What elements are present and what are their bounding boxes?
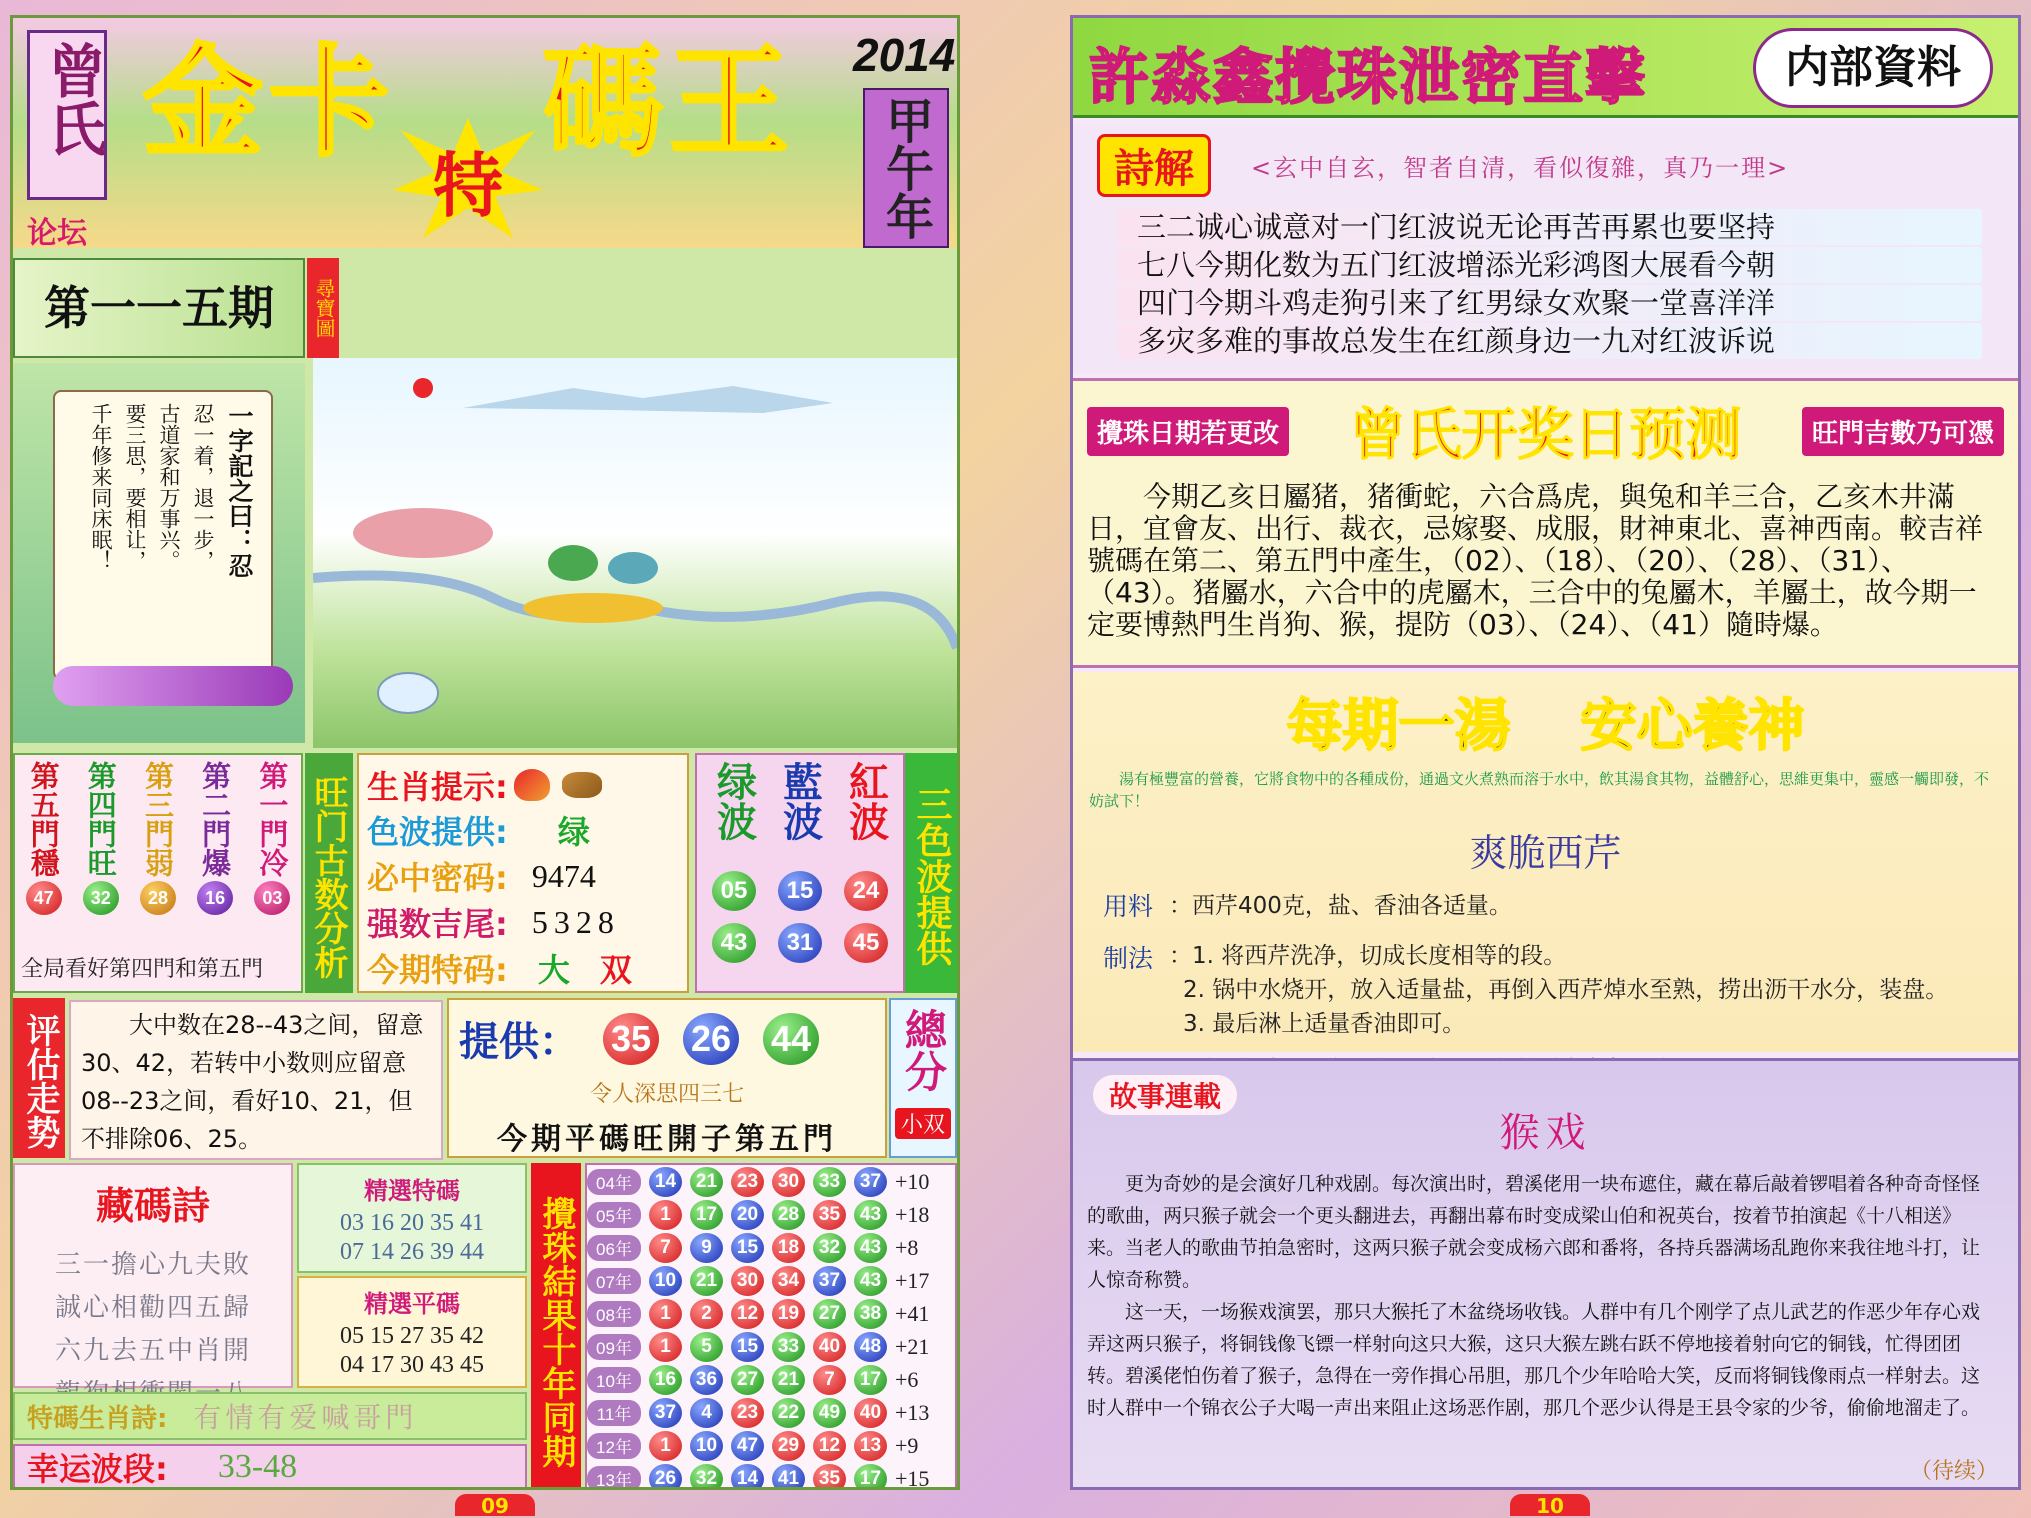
- scroll-line-4: 要三思，要相让，: [123, 403, 147, 571]
- soup-intro: 湯有極豐富的營養，它將食物中的各種成份，通過文火煮熟而溶于水中，飲其湯食其物，益體舒心，思維更集中，靈感一觸即發，不妨試下！: [1089, 770, 1990, 810]
- history-ball: 1: [649, 1332, 682, 1362]
- door-number-1: 03: [254, 881, 290, 915]
- hint-row-zodiac: [367, 763, 687, 807]
- hint-value-color: 绿: [557, 813, 590, 851]
- color-wave-panel: [695, 753, 905, 993]
- history-ball: 7: [649, 1233, 682, 1263]
- soup-title-row: [1073, 672, 2018, 762]
- bird-icon: [548, 545, 598, 581]
- history-ball: 19: [772, 1299, 805, 1329]
- selected-flat-panel: [297, 1276, 527, 1388]
- doors-note: 全局看好第四門和第五門: [21, 957, 264, 982]
- cangma-line-2: 誠心相勸四五歸: [54, 1293, 251, 1323]
- history-ball: 7: [813, 1365, 846, 1395]
- history-ball: 27: [731, 1365, 764, 1395]
- forecast-header: [1073, 381, 2018, 471]
- wave-header-green: 绿波: [710, 761, 757, 841]
- soup-ingredients: ：西芹400克，盐、香油各适量。: [1169, 893, 1512, 919]
- soup-method-label: 制法: [1103, 944, 1154, 973]
- history-year: 06年: [587, 1235, 641, 1261]
- provide-label: 提供：: [459, 1019, 579, 1065]
- history-year: 10年: [587, 1367, 641, 1393]
- door-column-2: [197, 761, 233, 915]
- history-ball: 35: [813, 1464, 846, 1491]
- lotus-leaf-icon: [523, 593, 663, 623]
- story-p1: 更为奇妙的是会演好几种戏剧。每次演出时，碧溪佬用一块布遮住，藏在幕后敲着锣唱着各种奇奇怪怪的歌曲，两只猴子就会一个更头翻进去，再翻出幕布时变成梁山伯和祝英台，按着节拍演起《十八相送》来。当老人的歌曲节拍急密时，这两只猴子就会变成杨六郎和番将，各持兵器满场乱跑你来我往地斗打，让人惊奇称赞。: [1087, 1173, 1981, 1291]
- estimate-title: 评估走势: [13, 998, 65, 1158]
- poem-panel: [1073, 124, 2018, 374]
- history-ball: 4: [690, 1398, 723, 1428]
- door-number-5: 47: [26, 881, 62, 915]
- rock-icon: [353, 508, 493, 558]
- right-title: 許淼鑫攪珠泄密直擊: [1089, 43, 1647, 113]
- history-ball: 12: [813, 1431, 846, 1461]
- hint-row-color: [367, 807, 687, 853]
- history-year: 04年: [587, 1169, 641, 1195]
- internal-badge: [1753, 28, 1993, 108]
- year-name-box: [863, 88, 949, 248]
- soup-steps: [1169, 939, 1948, 1041]
- history-row: [587, 1297, 955, 1330]
- history-special: +18: [895, 1201, 930, 1227]
- poem-label-row: [1073, 124, 2018, 197]
- soup-ingredients-label: 用料: [1103, 892, 1154, 921]
- selected-special-row1: 03 16 20 35 41: [340, 1210, 484, 1236]
- hint-label-code: 必中密码:: [367, 859, 508, 897]
- issue-bar: [13, 258, 305, 358]
- history-ball: 32: [813, 1233, 846, 1263]
- history-ball: 37: [649, 1398, 682, 1428]
- history-ball: 38: [854, 1299, 887, 1329]
- right-page-number: 10: [1510, 1494, 1590, 1516]
- forecast-title: 曾氏开奖日预测: [1349, 403, 1742, 468]
- history-ball: 21: [772, 1365, 805, 1395]
- soup-step-1: ：1. 将西芹洗净，切成长度相等的段。: [1169, 943, 1567, 969]
- total-label: 總分: [899, 1008, 948, 1092]
- history-ball: 16: [649, 1365, 682, 1395]
- history-ball: 23: [731, 1398, 764, 1428]
- history-year: 13年: [587, 1466, 641, 1491]
- door-label-2: 第二門爆: [198, 761, 233, 877]
- history-ball: 18: [772, 1233, 805, 1263]
- history-year: 08年: [587, 1301, 641, 1327]
- wave-ball-red-1: 24: [844, 871, 888, 911]
- soup-step-2: 2. 锅中水烧开，放入适量盐，再倒入西芹焯水至熟，捞出沥干水分，装盘。: [1183, 977, 1949, 1003]
- history-ball: 12: [731, 1299, 764, 1329]
- provide-number-3: 44: [763, 1013, 819, 1065]
- history-ball: 30: [772, 1167, 805, 1197]
- story-title: 猴戏: [1499, 1110, 1592, 1156]
- history-row: [587, 1264, 955, 1297]
- history-ball: 17: [690, 1200, 723, 1230]
- left-page-number: 09: [455, 1494, 535, 1516]
- brand-box: [27, 30, 107, 200]
- lucky-label: 幸运波段:: [27, 1450, 168, 1488]
- history-ball: 27: [813, 1299, 846, 1329]
- scroll-line-1: 一字記之曰：忍: [225, 403, 254, 578]
- mountain-icon: [463, 386, 833, 413]
- special-zodiac-value: 有情有爱喊哥門: [193, 1401, 418, 1434]
- history-special: +41: [895, 1300, 930, 1326]
- history-ball: 28: [772, 1200, 805, 1230]
- history-row: [587, 1396, 955, 1429]
- scroll-line-3: 古道家和万事兴。: [157, 403, 181, 571]
- wave-header-red: 紅波: [842, 761, 889, 841]
- basin-icon: [378, 673, 438, 713]
- total-panel: [889, 998, 957, 1158]
- history-row: [587, 1429, 955, 1462]
- history-ball: 17: [854, 1365, 887, 1395]
- wave-ball-red-2: 45: [844, 923, 888, 963]
- hint-value-tail: 5328: [531, 903, 620, 940]
- history-ball: 29: [772, 1431, 805, 1461]
- color-wave-side-title: 三色波提供: [905, 753, 957, 993]
- scroll-lines: [89, 403, 253, 663]
- history-year: 05年: [587, 1202, 641, 1228]
- left-page: [10, 15, 960, 1490]
- history-row: [587, 1462, 955, 1490]
- soup-step-3: 3. 最后淋上适量香油即可。: [1183, 1011, 1466, 1037]
- soup-ingredients-row: [1103, 887, 1998, 923]
- selected-flat-title: 精選平碼: [364, 1290, 460, 1318]
- history-ball: 49: [813, 1398, 846, 1428]
- sun-icon: [413, 378, 433, 398]
- hint-row-special: [367, 945, 687, 991]
- history-ball: 20: [731, 1200, 764, 1230]
- wave-ball-green-2: 43: [712, 923, 756, 963]
- door-label-1: 第一門冷: [255, 761, 290, 877]
- wave-ball-green-1: 05: [712, 871, 756, 911]
- history-ball: 5: [690, 1332, 723, 1362]
- door-column-3: [140, 761, 176, 915]
- history-special: +13: [895, 1399, 930, 1425]
- door-columns: [15, 755, 301, 915]
- soup-body: [1073, 877, 2018, 1087]
- cangma-line-3: 六九去五中肖開: [54, 1336, 251, 1366]
- history-special: +21: [895, 1333, 930, 1359]
- forum-label: 论坛: [27, 216, 87, 251]
- cangma-panel: [13, 1163, 293, 1388]
- hint-value-code: 9474: [531, 857, 596, 894]
- history-year: 09年: [587, 1334, 641, 1360]
- hint-label-special: 今期特码:: [367, 951, 508, 989]
- history-ball: 30: [731, 1266, 764, 1296]
- soup-title-left: 每期一湯: [1286, 694, 1511, 759]
- cangma-line-1: 三一擔心九夫敗: [54, 1250, 251, 1280]
- cangma-title: 藏碼詩: [95, 1184, 210, 1228]
- bird-icon-2: [608, 552, 658, 584]
- rooster-icon: [514, 769, 550, 801]
- history-ball: 14: [649, 1167, 682, 1197]
- hints-panel: [357, 753, 689, 993]
- history-ball: 36: [690, 1365, 723, 1395]
- door-column-5: [26, 761, 62, 915]
- history-ball: 14: [731, 1464, 764, 1491]
- history-ball: 22: [772, 1398, 805, 1428]
- wave-header-blue: 藍波: [776, 761, 823, 841]
- history-special: +17: [895, 1267, 930, 1293]
- history-ball: 2: [690, 1299, 723, 1329]
- door-column-1: [254, 761, 290, 915]
- lucky-bar: [13, 1444, 527, 1490]
- history-ball: 33: [813, 1167, 846, 1197]
- year-name: 甲午年: [877, 96, 934, 240]
- provide-row: [459, 1010, 885, 1067]
- history-special: +8: [895, 1234, 919, 1260]
- poem-line-1: 三二诚心诚意对一门红波说无论再苦再累也要坚持: [1117, 209, 1982, 245]
- door-column-4: [83, 761, 119, 915]
- wave-ball-blue-2: 31: [778, 923, 822, 963]
- selected-special-title: 精選特碼: [364, 1177, 460, 1205]
- history-ball: 10: [690, 1431, 723, 1461]
- history-row: [587, 1363, 955, 1396]
- story-continued: （待续）: [1909, 1459, 1998, 1484]
- door-number-2: 16: [197, 881, 233, 915]
- history-ball: 35: [813, 1200, 846, 1230]
- door-label-4: 第四門旺: [83, 761, 118, 877]
- history-ball: 48: [854, 1332, 887, 1362]
- wave-row-1: [701, 871, 899, 911]
- history-special: +15: [895, 1465, 930, 1490]
- history-side-title: 攪珠結果十年同期: [531, 1163, 581, 1490]
- door-label-3: 第三門弱: [140, 761, 175, 877]
- history-ball: 1: [649, 1200, 682, 1230]
- history-ball: 37: [854, 1167, 887, 1197]
- wave-headers: [701, 761, 899, 857]
- history-ball: 1: [649, 1299, 682, 1329]
- history-ball: 40: [813, 1332, 846, 1362]
- landscape-illustration: [313, 358, 957, 748]
- hint-label-color: 色波提供:: [367, 813, 508, 851]
- poem-line-3: 四门今期斗鸡走狗引来了红男绿女欢聚一堂喜洋洋: [1117, 285, 1982, 321]
- history-row: [587, 1330, 955, 1363]
- soup-panel: [1073, 672, 2018, 1052]
- poem-label: 詩解: [1097, 134, 1211, 197]
- ox-icon: [562, 772, 602, 798]
- history-ball: 21: [690, 1167, 723, 1197]
- provide-bottom: 今期平碼旺開子第五門: [497, 1122, 837, 1157]
- history-ball: 1: [649, 1431, 682, 1461]
- soup-title-right: 安心養神: [1580, 694, 1805, 759]
- history-year: 11年: [587, 1400, 641, 1426]
- provide-panel: [447, 998, 887, 1158]
- hint-value-special: 大: [537, 951, 570, 989]
- special-zodiac-label: 特碼生肖詩:: [27, 1403, 168, 1434]
- soup-method-row: [1103, 939, 1998, 1041]
- year: 2014: [853, 29, 956, 81]
- forecast-panel: [1073, 378, 2018, 668]
- hint-row-tail: [367, 899, 687, 945]
- soup-dish: 爽脆西芹: [1469, 831, 1622, 875]
- title-left: 金卡: [143, 34, 395, 173]
- doors-side-title: 旺门古数分析: [305, 753, 353, 993]
- history-ball: 21: [690, 1266, 723, 1296]
- scroll-line-2: 忍一着，退一步，: [191, 403, 215, 571]
- issue-title: 第一一五期: [44, 281, 274, 335]
- selected-special-panel: [297, 1163, 527, 1273]
- door-number-3: 28: [140, 881, 176, 915]
- history-ball: 37: [813, 1266, 846, 1296]
- selected-special-row2: 07 14 26 39 44: [340, 1239, 484, 1265]
- hint-value-special-2: 双: [599, 951, 632, 989]
- total-value: 小双: [895, 1108, 951, 1139]
- special-zodiac-bar: [13, 1392, 527, 1440]
- history-year: 07年: [587, 1268, 641, 1294]
- brand-vertical: 曾氏: [38, 41, 106, 157]
- history-table: [585, 1163, 957, 1490]
- story-label: 故事連載: [1093, 1075, 1237, 1115]
- story-p2: 这一天，一场猴戏演罢，那只大猴托了木盆绕场收钱。人群中有几个刚学了点儿武艺的作恶少年存心戏弄这两只猴子，将铜钱像飞镖一样射向这只大猴，这只大猴左跳右跃不停地接着射向它的铜钱，忙得团团转。碧溪佬怕伤着了猴子，急得在一旁作揖心吊胆，那几个少年哈哈大笑，反而将铜钱像雨点一样射去。这时人群中一个锦衣公子大喝一声出来阻止这场恶作剧，那几个恶少认得是王县令家的少爷，偷偷地溜走了。: [1087, 1301, 1981, 1419]
- story-panel: [1073, 1058, 2018, 1490]
- hint-row-code: [367, 853, 687, 899]
- history-ball: 23: [731, 1167, 764, 1197]
- history-ball: 43: [854, 1266, 887, 1296]
- poem-tagline: <玄中自玄，智者自清，看似復雜，真乃一理>: [1251, 154, 1790, 182]
- provide-slogan: 令人深思四三七: [589, 1082, 744, 1107]
- doors-panel: [13, 753, 303, 993]
- history-ball: 33: [772, 1332, 805, 1362]
- selected-flat-row2: 04 17 30 43 45: [340, 1352, 484, 1378]
- provide-number-2: 26: [683, 1013, 739, 1065]
- wave-row-2: [701, 923, 899, 963]
- history-row: [587, 1231, 955, 1264]
- door-label-5: 第五門穩: [26, 761, 61, 877]
- history-ball: 26: [649, 1464, 682, 1491]
- history-ball: 41: [772, 1464, 805, 1491]
- selected-flat-row1: 05 15 27 35 42: [340, 1323, 484, 1349]
- history-ball: 43: [854, 1200, 887, 1230]
- provide-number-1: 35: [603, 1013, 659, 1065]
- hint-label-tail: 强数吉尾:: [367, 905, 508, 943]
- right-page: [1070, 15, 2021, 1490]
- history-ball: 10: [649, 1266, 682, 1296]
- door-number-4: 32: [83, 881, 119, 915]
- poem-lines: [1073, 197, 2018, 359]
- history-ball: 17: [854, 1464, 887, 1491]
- history-ball: 15: [731, 1332, 764, 1362]
- estimate-text: 大中数在28--43之间，留意30、42，若转中小数则应留意08--23之间，看好10、21，但不排除06、25。: [69, 1000, 443, 1160]
- hint-label-zodiac: 生肖提示:: [367, 768, 508, 806]
- title-right: 碼王: [543, 34, 795, 173]
- scroll-line-5: 千年修来同床眠！: [89, 403, 113, 571]
- forecast-text: 今期乙亥日屬猪，猪衝蛇，六合爲虎，與兔和羊三合，乙亥木井滿日，宜會友、出行、裁衣，忌嫁娶、成服，財神東北、喜神西南。較吉祥號碼在第二、第五門中產生，（02）、（18）、（20）、（28）、（31）、（43）。猪屬水，六合中的虎屬木，三合中的兔屬木，羊屬土，故今期一定要博熱門生肖狗、猴，提防（03）、（24）、（41）隨時爆。: [1087, 480, 1984, 641]
- history-row: [587, 1165, 955, 1198]
- xunbao-label: 尋寶圖: [307, 258, 339, 358]
- history-year: 12年: [587, 1433, 641, 1459]
- history-ball: 34: [772, 1266, 805, 1296]
- history-special: +10: [895, 1168, 930, 1194]
- wave-ball-blue-1: 15: [778, 871, 822, 911]
- forecast-right-tag: 旺門吉數乃可憑: [1802, 407, 2004, 456]
- forecast-left-tag: 攪珠日期若更改: [1087, 407, 1289, 456]
- history-ball: 43: [854, 1233, 887, 1263]
- history-ball: 40: [854, 1398, 887, 1428]
- history-ball: 47: [731, 1431, 764, 1461]
- poem-line-4: 多灾多难的事故总发生在红颜身边一九对红波诉说: [1117, 323, 1982, 359]
- history-row: [587, 1198, 955, 1231]
- internal-badge-text: 内部資料: [1785, 42, 1961, 93]
- scroll-roller: [53, 666, 293, 706]
- history-special: +6: [895, 1366, 919, 1392]
- history-ball: 13: [854, 1431, 887, 1461]
- title-special: 特: [433, 145, 503, 227]
- treasure-picture: [313, 358, 957, 748]
- lucky-value: 33-48: [217, 1448, 298, 1485]
- history-ball: 32: [690, 1464, 723, 1491]
- poem-line-2: 七八今期化数为五门红波增添光彩鸿图大展看今朝: [1117, 247, 1982, 283]
- history-ball: 15: [731, 1233, 764, 1263]
- history-ball: 9: [690, 1233, 723, 1263]
- history-special: +9: [895, 1432, 919, 1458]
